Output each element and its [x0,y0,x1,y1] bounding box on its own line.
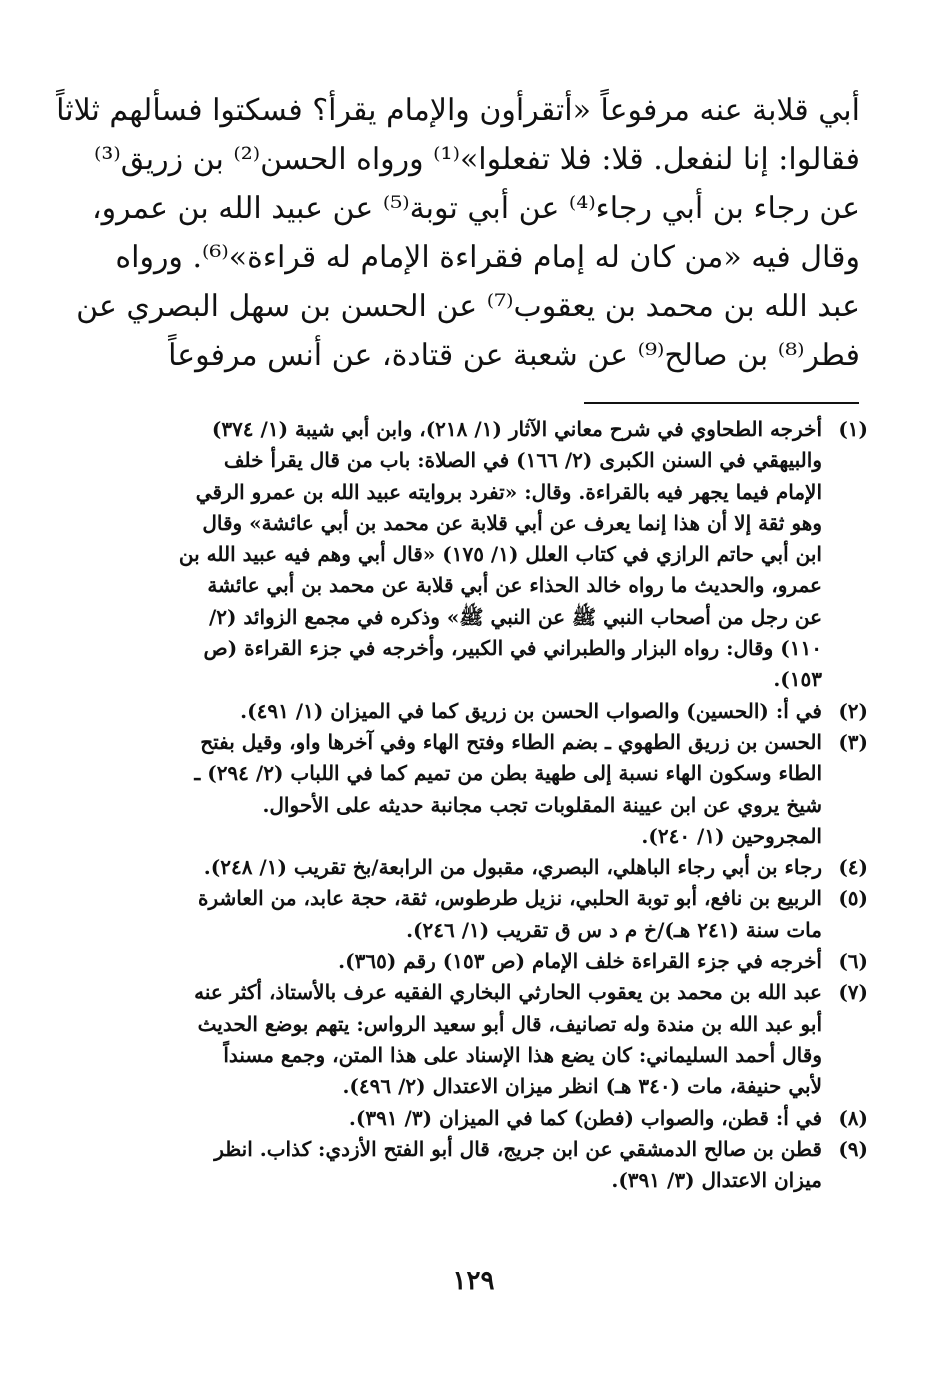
footnote-line: في أ: (الحسين) والصواب الحسن بن زريق كما في الميزان (١/ ٤٩١). [240,698,822,723]
footnote-line: الإمام فيما يجهر فيه بالقراءة. وقال: «تفرد بروايته عبيد الله بن عمرو الرقي [195,479,822,504]
main-text [56,86,860,380]
footnote-line: والبيهقي في السنن الكبرى (٢/ ١٦٦) في الصلاة: باب من قال يقرأ خلف [223,448,822,473]
footnote-number: (٧) [838,980,868,1005]
footnote-line: الطاء وسكون الهاء نسبة إلى طهية بطن من تميم كما في اللباب (٢/ ٢٩٤) ـ [194,761,822,786]
footnote-body [150,1103,822,1134]
footnote-line: شيخ يروي عن ابن عيينة المقلوبات تجب مجانبة حديثه على الأحوال. [262,792,822,817]
main-text-line: وقال فيه «من كان له إمام فقراءة الإمام له قراءة»⁽⁶⁾. ورواه [115,240,860,275]
footnote-5 [150,883,868,946]
footnote-line: في أ: قطن، والصواب (فطن) كما في الميزان (٣/ ٣٩١). [348,1105,822,1130]
footnote-body [150,852,822,883]
main-text-line: فقالوا: إنا لنفعل. قلا: فلا تفعلوا»⁽¹⁾ ورواه الحسن⁽²⁾ بن زريق⁽³⁾ [94,142,860,177]
footnote-line: عمرو، والحديث ما رواه خالد الحذاء عن أبي قلابة عن محمد بن أبي عائشة [207,573,822,598]
footnote-number: (٨) [838,1105,868,1130]
footnote-line: ١٥٣). [773,667,822,692]
footnote-3 [150,727,868,852]
footnote-line: أخرجه الطحاوي في شرح معاني الآثار (١/ ٢١٨)، وابن أبي شيبة (١/ ٣٧٤) [211,417,822,441]
footnote-8 [150,1103,868,1134]
footnote-line: المجروحين (١/ ٢٤٠). [641,823,822,848]
footnote-line: أخرجه في جزء القراءة خلف الإمام (ص ١٥٣) رقم (٣٦٥). [338,949,822,974]
footnote-number: (١) [838,417,868,441]
footnote-body [150,414,822,696]
footnote-separator [584,402,859,404]
footnote-number: (٥) [838,886,868,911]
footnote-line: الربيع بن نافع، أبو توبة الحلبي، نزيل طرطوس، ثقة، حجة عابد، من العاشرة [198,886,822,911]
footnote-line: مات سنة (٢٤١ هـ)/خ م د س ق تقريب (١/ ٢٤٦). [406,917,822,942]
footnote-body [150,727,822,852]
footnote-body [150,946,822,977]
main-text-line: أبي قلابة عنه مرفوعاً «أتقرأون والإمام يقرأ؟ فسكتوا فسألهم ثلاثاً [56,93,860,128]
footnote-line: ابن أبي حاتم الرازي في كتاب العلل (١/ ١٧٥) «قال أبي وهم فيه عبيد الله بن [178,542,822,567]
footnote-line: وهو ثقة إلا أن هذا إنما يعرف عن أبي قلابة عن محمد بن أبي عائشة» وقال [202,510,822,535]
footnote-4 [150,852,868,883]
footnote-1 [150,414,868,696]
footnote-line: لأبي حنيفة، مات (٣٤٠ هـ) انظر ميزان الاعتدال (٢/ ٤٩٦). [342,1074,822,1099]
footnote-line: عبد الله بن محمد بن يعقوب الحارثي البخاري الفقيه عرف بالأستاذ، أكثر عنه [194,980,822,1005]
main-text-line: عبد الله بن محمد بن يعقوب⁽⁷⁾ عن الحسن بن سهل البصري عن [76,289,860,324]
footnotes [150,414,868,1196]
footnote-line: عن رجل من أصحاب النبي ﷺ عن النبي ﷺ» وذكره في مجمع الزوائد (٢/ [208,604,822,629]
footnote-number: (٦) [838,949,868,974]
main-text-line: عن رجاء بن أبي رجاء⁽⁴⁾ عن أبي توبة⁽⁵⁾ عن عبيد الله بن عمرو، [92,191,860,226]
footnote-number: (٤) [838,855,868,880]
footnote-2 [150,696,868,727]
footnote-body [150,977,822,1102]
footnote-body [150,883,822,946]
footnote-line: الحسن بن زريق الطهوي ـ بضم الطاء وفتح الهاء وفي آخرها واو، وقيل بفتح [200,729,822,754]
footnote-line: ١١٠) وقال: رواه البزار والطبراني في الكبير، وأخرجه في جزء القراءة (ص [203,636,822,661]
footnote-body [150,1134,822,1197]
page-number: ١٢٩ [452,1266,495,1296]
footnote-9 [150,1134,868,1197]
footnote-line: ميزان الاعتدال (٣/ ٣٩١). [611,1168,822,1193]
main-text-line: فطر⁽⁸⁾ بن صالح⁽⁹⁾ عن شعبة عن قتادة، عن أنس مرفوعاً [168,338,860,373]
footnote-line: رجاء بن أبي رجاء الباهلي، البصري، مقبول من الرابعة/بخ تقريب (١/ ٢٤٨). [203,855,822,880]
footnote-line: أبو عبد الله بن مندة وله تصانيف، قال أبو سعيد الرواس: يتهم بوضع الحديث [197,1011,822,1036]
footnote-7 [150,977,868,1102]
footnote-number: (٩) [838,1136,868,1161]
footnote-line: قطن بن صالح الدمشقي عن ابن جريج، قال أبو الفتح الأزدي: كذاب. انظر [214,1136,822,1161]
footnote-number: (٢) [838,698,868,723]
footnote-line: وقال أحمد السليماني: كان يضع هذا الإسناد على هذا المتن، وجمع مسنداً [223,1042,822,1067]
footnote-number: (٣) [838,729,868,754]
footnote-6 [150,946,868,977]
footnote-body [150,696,822,727]
